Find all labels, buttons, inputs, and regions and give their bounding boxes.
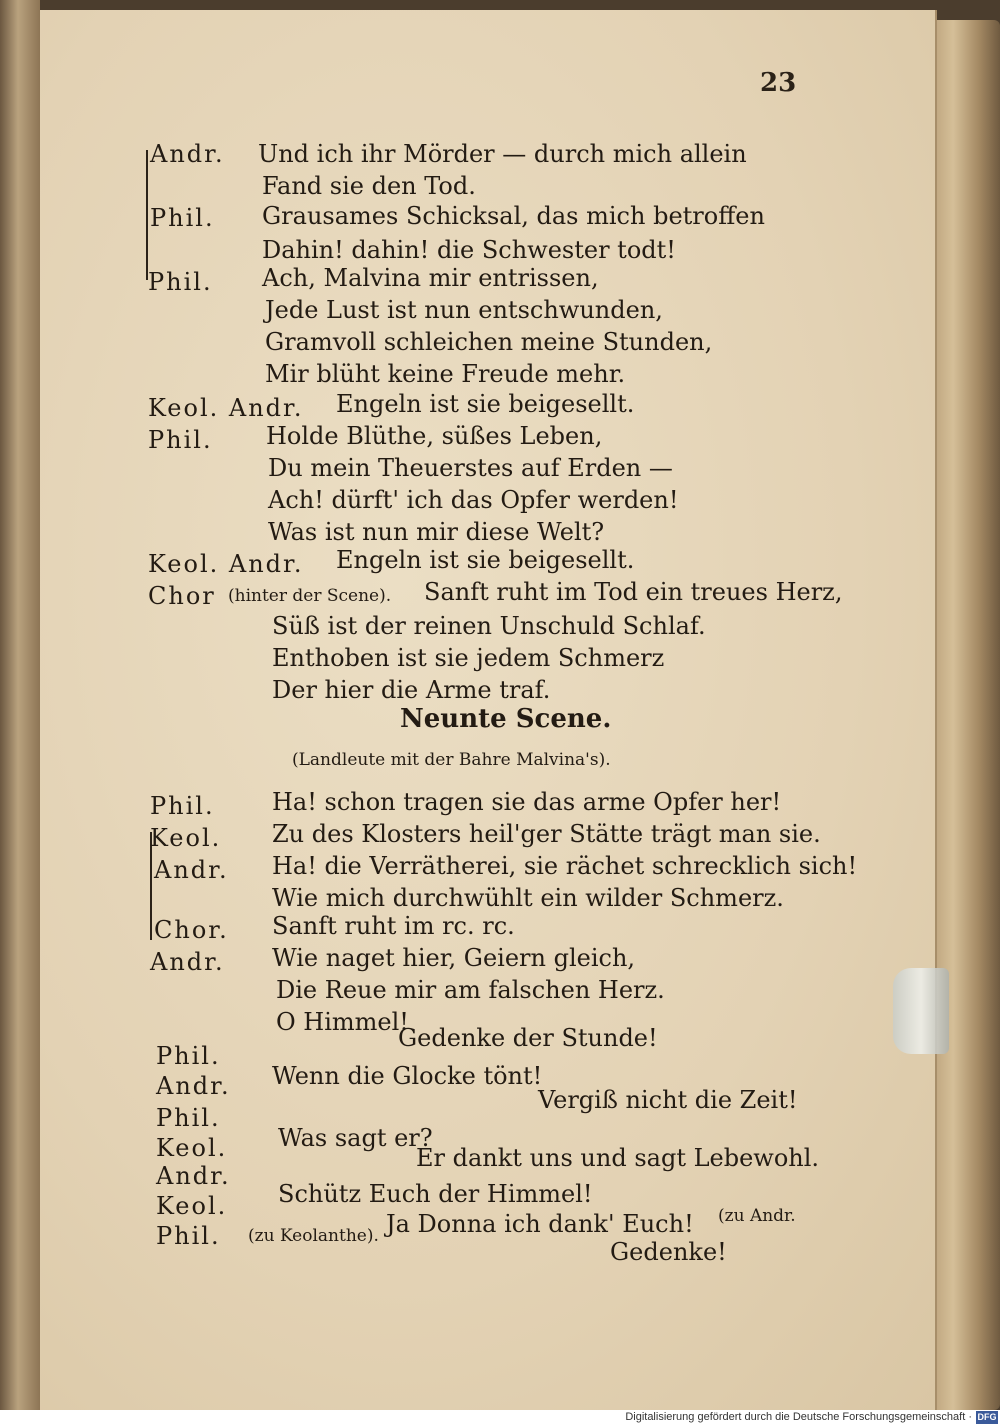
footer-credit: Digitalisierung gefördert durch die Deutsche Forschungsgemeinschaft ·	[625, 1411, 972, 1423]
verse-line: Grausames Schicksal, das mich betroffen	[262, 202, 765, 230]
verse-line: Sanft ruht im rc. rc.	[272, 912, 515, 940]
verse-line: Gedenke der Stunde!	[398, 1024, 658, 1052]
page-stack-edge	[928, 20, 1000, 1410]
speaker-label: Chor.	[154, 916, 229, 944]
stage-direction: (hinter der Scene).	[228, 586, 392, 606]
verse-line: Er dankt uns und sagt Lebewohl.	[416, 1144, 820, 1172]
speaker-label: Andr.	[156, 1162, 231, 1190]
verse-line: Ha! die Verrätherei, sie rächet schrecklich sich!	[272, 852, 858, 880]
verse-line: Ach! dürft' ich das Opfer werden!	[268, 486, 679, 514]
stage-direction: (Landleute mit der Bahre Malvina's).	[292, 750, 611, 770]
speaker-label: Keol. Andr.	[148, 550, 304, 578]
verse-line: O Himmel!	[276, 1008, 409, 1036]
speaker-label: Phil.	[150, 792, 215, 820]
verse-line: Du mein Theuerstes auf Erden —	[268, 454, 673, 482]
verse-line: Zu des Klosters heil'ger Stätte trägt man sie.	[272, 820, 821, 848]
verse-line: Fand sie den Tod.	[262, 172, 476, 200]
speaker-label: Phil.	[156, 1222, 221, 1250]
dfg-logo: DFG	[977, 1412, 997, 1422]
speaker-label: Chor	[148, 582, 216, 610]
verse-line: Gramvoll schleichen meine Stunden,	[265, 328, 713, 356]
duet-bracket-1	[146, 150, 148, 280]
scene-title: Neunte Scene.	[400, 704, 612, 734]
speaker-label: Phil.	[156, 1104, 221, 1132]
verse-line: Engeln ist sie beigesellt.	[336, 546, 635, 574]
stage-direction: (zu Keolanthe).	[248, 1226, 379, 1246]
left-page-edge	[0, 0, 40, 1426]
stage-direction: (zu Andr.	[718, 1206, 796, 1226]
verse-line: Ja Donna ich dank' Euch!	[386, 1210, 694, 1238]
speaker-label: Andr.	[150, 140, 225, 168]
speaker-label: Andr.	[150, 948, 225, 976]
verse-line: Vergiß nicht die Zeit!	[538, 1086, 798, 1114]
speaker-label: Phil.	[148, 268, 213, 296]
verse-line: Was sagt er?	[278, 1124, 433, 1152]
verse-line: Enthoben ist sie jedem Schmerz	[272, 644, 665, 672]
speaker-label: Phil.	[150, 204, 215, 232]
speaker-label: Phil.	[156, 1042, 221, 1070]
verse-line: Ach, Malvina mir entrissen,	[262, 264, 599, 292]
speaker-label: Keol.	[156, 1134, 228, 1162]
verse-line: Die Reue mir am falschen Herz.	[276, 976, 665, 1004]
verse-line: Dahin! dahin! die Schwester todt!	[262, 236, 676, 264]
verse-line: Wenn die Glocke tönt!	[272, 1062, 543, 1090]
verse-line: Engeln ist sie beigesellt.	[336, 390, 635, 418]
page-clip	[893, 968, 949, 1054]
speaker-label: Keol.	[156, 1192, 228, 1220]
verse-line: Mir blüht keine Freude mehr.	[265, 360, 626, 388]
speaker-label: Keol. Andr.	[148, 394, 304, 422]
verse-line: Sanft ruht im Tod ein treues Herz,	[424, 578, 843, 606]
speaker-label: Andr.	[154, 856, 229, 884]
verse-line: Wie mich durchwühlt ein wilder Schmerz.	[272, 884, 784, 912]
verse-line: Wie naget hier, Geiern gleich,	[272, 944, 636, 972]
verse-line: Gedenke!	[610, 1238, 727, 1266]
verse-line: Schütz Euch der Himmel!	[278, 1180, 593, 1208]
verse-line: Süß ist der reinen Unschuld Schlaf.	[272, 612, 706, 640]
verse-line: Und ich ihr Mörder — durch mich allein	[258, 140, 747, 168]
verse-line: Ha! schon tragen sie das arme Opfer her!	[272, 788, 782, 816]
verse-line: Was ist nun mir diese Welt?	[268, 518, 605, 546]
speaker-label: Andr.	[156, 1072, 231, 1100]
speaker-label: Keol.	[150, 824, 222, 852]
verse-line: Der hier die Arme traf.	[272, 676, 551, 704]
verse-line: Holde Blüthe, süßes Leben,	[266, 422, 603, 450]
verse-line: Jede Lust ist nun entschwunden,	[265, 296, 663, 324]
speaker-label: Phil.	[148, 426, 213, 454]
page-number: 23	[760, 68, 797, 98]
